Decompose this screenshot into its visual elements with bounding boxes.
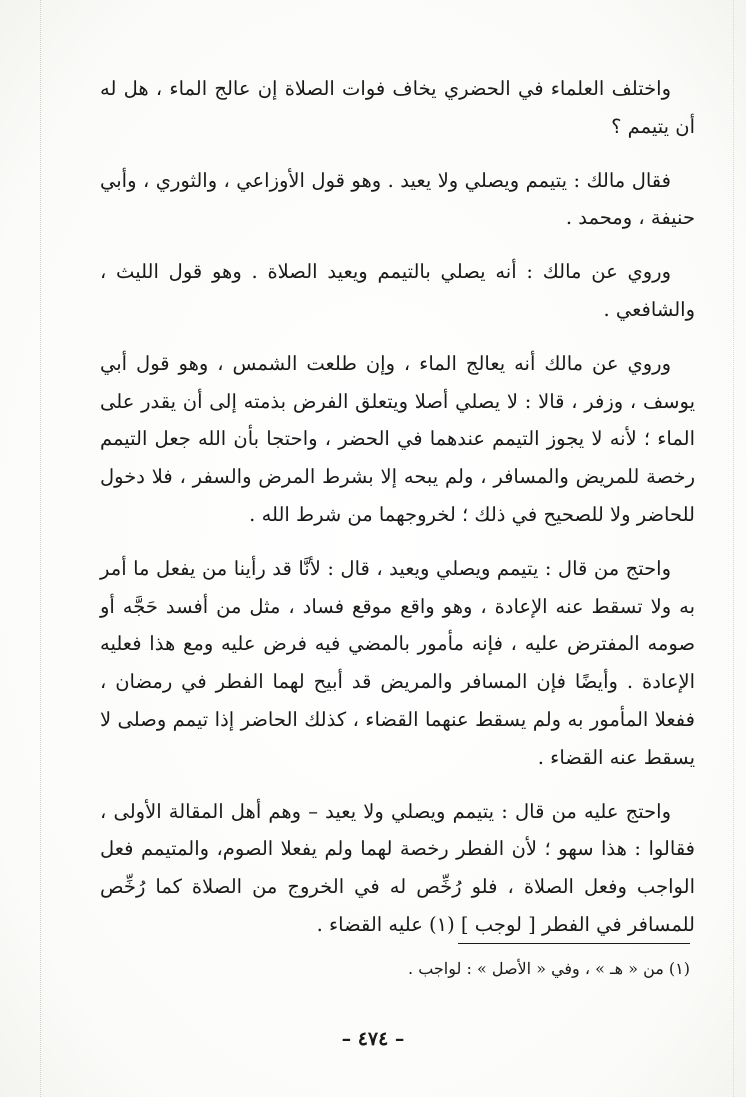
paragraph-5: واحتج من قال : يتيمم ويصلي ويعيد ، قال : لأنَّا قد رأينا من يفعل ما أمر به ولا تسقط عنه الإعادة ، وهو واقع موقع فساد ، مثل من أفسد حَجَّه أو صومه المفترض عليه ، فإنه مأمور بالمضي فيه فرض عليه ومع هذا فعليه الإعادة . وأيضًا فإن المسافر والمريض قد أبيح لهما الفطر في رمضان ، ففعلا المأمور به ولم يسقط عنهما القضاء ، كذلك الحاضر إذا تيمم وصلى لا يسقط عنه القضاء . bbox=[100, 556, 695, 769]
footnote: (١) من « هـ » ، وفي « الأصل » : لواجب . bbox=[408, 959, 690, 978]
paragraph-4: وروي عن مالك أنه يعالج الماء ، وإن طلعت الشمس ، وهو قول أبي يوسف ، وزفر ، قالا : لا يصلي أصلا ويتعلق الفرض بذمته إلى أن يقدر على الماء ؛ لأنه لا يجوز التيمم عندهما في الحضر ، واحتجا بأن الله جعل التيمم رخصة للمريض والمسافر ، ولم يبحه إلا بشرط المرض والسفر ، فلا دخول للحاضر ولا للصحيح في ذلك ؛ لخروجهما من شرط الله . bbox=[100, 351, 695, 526]
footnote-separator bbox=[458, 943, 690, 944]
page-number: – ٤٧٤ – bbox=[341, 1028, 405, 1050]
paragraph-2: فقال مالك : يتيمم ويصلي ولا يعيد . وهو قول الأوزاعي ، والثوري ، وأبي حنيفة ، ومحمد . bbox=[100, 168, 695, 230]
main-text bbox=[100, 70, 695, 944]
scan-edge-right bbox=[733, 0, 734, 1097]
scan-edge-left bbox=[40, 0, 41, 1097]
paragraph-6: واحتج عليه من قال : يتيمم ويصلي ولا يعيد – وهم أهل المقالة الأولى ، فقالوا : هذا سهو ؛ لأن الفطر رخصة لهما ولم يفعلا الصوم، والمتيمم فعل الواجب وفعل الصلاة ، فلو رُخِّص له في الخروج من الصلاة كما رُخِّص للمسافر في الفطر [ لوجب ] (١) عليه القضاء . bbox=[100, 799, 695, 936]
paragraph-1: واختلف العلماء في الحضري يخاف فوات الصلاة إن عالج الماء ، هل له أن يتيمم ؟ bbox=[100, 77, 695, 138]
paragraph-3: وروي عن مالك : أنه يصلي بالتيمم ويعيد الصلاة . وهو قول الليث ، والشافعي . bbox=[100, 260, 695, 321]
